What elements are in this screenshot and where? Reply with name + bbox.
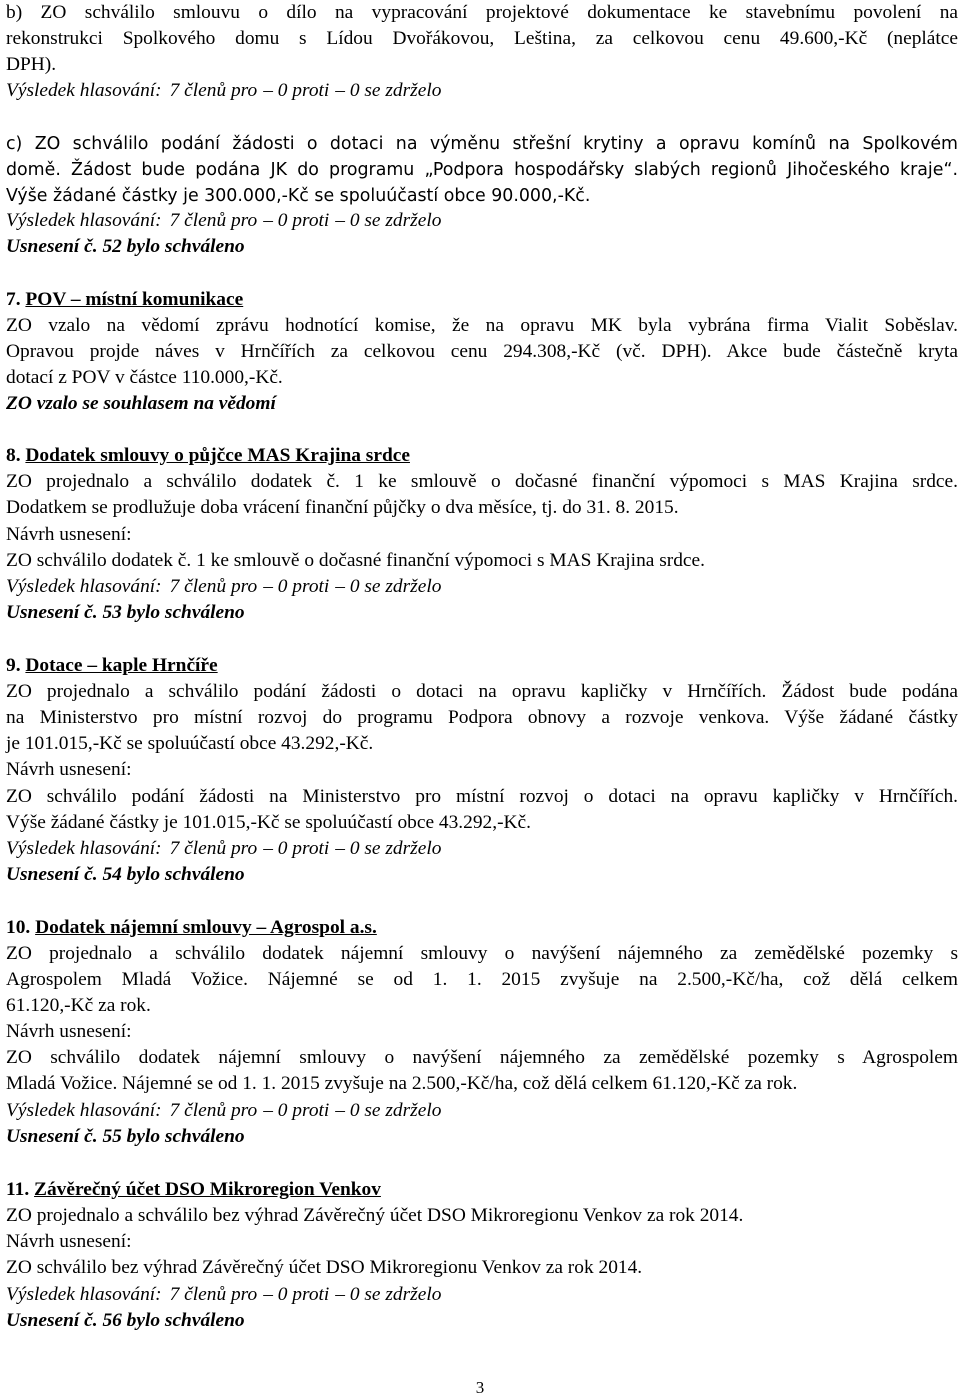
resolution-55: Usnesení č. 55 bylo schváleno [6, 1126, 245, 1147]
vote-abstain: – 0 se zdrželo [335, 210, 442, 231]
resolution-53: Usnesení č. 53 bylo schváleno [6, 602, 245, 623]
vote-result [6, 78, 441, 104]
section-11-heading [6, 1177, 381, 1203]
proposal-label: Návrh usnesení: [6, 1231, 132, 1252]
section-11-line: ZO projednalo a schválilo bez výhrad Závěrečný účet DSO Mikroregionu Venkov za rok 2014. [6, 1205, 744, 1226]
section-number: 7. [6, 289, 21, 310]
proposal-label: Návrh usnesení: [6, 524, 132, 545]
vote-abstain: – 0 se zdrželo [335, 1100, 442, 1121]
section-title: Dotace – kaple Hrnčíře [25, 655, 218, 676]
vote-label: Výsledek hlasování: [6, 80, 162, 101]
section-title: POV – místní komunikace [25, 289, 244, 310]
section-8-proposal: ZO schválilo dodatek č. 1 ke smlouvě o dočasné finanční výpomoci s MAS Krajina srdce. [6, 550, 705, 571]
vote-members: 7 členů pro [169, 576, 258, 597]
section-title: Dodatek nájemní smlouvy – Agrospol a.s. [35, 917, 377, 938]
section-10-line: Agrospolem Mladá Vožice. Nájemné se od 1. 1. 2015 zvyšuje na 2.500,-Kč/ha, což dělá celkem [6, 969, 958, 990]
vote-against: – 0 proti [263, 1100, 330, 1121]
resolution-56: Usnesení č. 56 bylo schváleno [6, 1310, 245, 1331]
section-7-outcome: ZO vzalo se souhlasem na vědomí [6, 393, 276, 414]
section-8-line: Dodatkem se prodlužuje doba vrácení finanční půjčky o dva měsíce, tj. do 31. 8. 2015. [6, 497, 679, 518]
section-10-proposal: ZO schválilo dodatek nájemní smlouvy o navýšení nájemného za zemědělské pozemky s Agrospolem [6, 1047, 958, 1068]
vote-against: – 0 proti [263, 838, 330, 859]
item-b-line: rekonstrukci Spolkového domu s Lídou Dvořákovou, Leština, za celkovou cenu 49.600,-Kč (neplátce [6, 28, 958, 49]
section-8-line: ZO projednalo a schválilo dodatek č. 1 ke smlouvě o dočasné finanční výpomoci s MAS Krajina srdce. [6, 471, 958, 492]
vote-members: 7 členů pro [169, 1284, 258, 1305]
vote-result [6, 574, 441, 600]
section-9-proposal: Výše žádané částky je 101.015,-Kč se spoluúčastí obce 43.292,-Kč. [6, 812, 532, 833]
vote-against: – 0 proti [263, 80, 330, 101]
section-title: Dodatek smlouvy o půjčce MAS Krajina srdce [25, 445, 410, 466]
vote-label: Výsledek hlasování: [6, 576, 162, 597]
vote-result [6, 1098, 441, 1124]
vote-abstain: – 0 se zdrželo [335, 80, 442, 101]
vote-members: 7 členů pro [169, 838, 258, 859]
section-8-heading [6, 443, 410, 469]
section-9-line: na Ministerstvo pro místní rozvoj do programu Podpora obnovy a rozvoje venkova. Výše žádané částky [6, 707, 958, 728]
vote-against: – 0 proti [263, 1284, 330, 1305]
vote-abstain: – 0 se zdrželo [335, 576, 442, 597]
section-10-heading [6, 915, 377, 941]
page-number: 3 [475, 1378, 485, 1397]
section-number: 9. [6, 655, 21, 676]
section-7-line: Opravou projde náves v Hrnčířích za celkovou cenu 294.308,-Kč (vč. DPH). Akce bude částečně kryta [6, 341, 958, 362]
vote-members: 7 členů pro [169, 80, 258, 101]
vote-label: Výsledek hlasování: [6, 1100, 162, 1121]
section-10-proposal: Mladá Vožice. Nájemné se od 1. 1. 2015 zvyšuje na 2.500,-Kč/ha, což dělá celkem 61.120,-Kč za rok. [6, 1073, 798, 1094]
vote-label: Výsledek hlasování: [6, 210, 162, 231]
vote-result [6, 208, 441, 234]
vote-against: – 0 proti [263, 210, 330, 231]
item-c-line: domě. Žádost bude podána JK do programu „Podpora hospodářsky slabých regionů Jihočeského kraje“. [6, 160, 958, 180]
section-number: 8. [6, 445, 21, 466]
section-9-line: je 101.015,-Kč se spoluúčastí obce 43.292,-Kč. [6, 733, 374, 754]
section-9-proposal: ZO schválilo podání žádosti na Ministerstvo pro místní rozvoj o dotaci na opravu kapličky v Hrnčířích. [6, 786, 958, 807]
proposal-label: Návrh usnesení: [6, 759, 132, 780]
section-11-proposal: ZO schválilo bez výhrad Závěrečný účet DSO Mikroregionu Venkov za rok 2014. [6, 1257, 643, 1278]
section-9-heading [6, 653, 218, 679]
vote-abstain: – 0 se zdrželo [335, 838, 442, 859]
vote-members: 7 členů pro [169, 1100, 258, 1121]
vote-result [6, 1282, 441, 1308]
item-c-line: c) ZO schválilo podání žádosti o dotaci na výměnu střešní krytiny a opravu komínů na Spolkovém [6, 134, 958, 154]
section-7-line: dotací z POV v částce 110.000,-Kč. [6, 367, 283, 388]
vote-label: Výsledek hlasování: [6, 1284, 162, 1305]
resolution-52: Usnesení č. 52 bylo schváleno [6, 236, 245, 257]
vote-members: 7 členů pro [169, 210, 258, 231]
section-7-line: ZO vzalo na vědomí zprávu hodnotící komise, že na opravu MK byla vybrána firma Vialit Soběslav. [6, 315, 958, 336]
vote-label: Výsledek hlasování: [6, 838, 162, 859]
vote-result [6, 836, 441, 862]
section-number: 10. [6, 917, 31, 938]
section-number: 11. [6, 1179, 30, 1200]
item-b-line: b) ZO schválilo smlouvu o dílo na vypracování projektové dokumentace ke stavebnímu povolení na [6, 2, 958, 23]
section-10-line: ZO projednalo a schválilo dodatek nájemní smlouvy o navýšení nájemného za zemědělské pozemky s [6, 943, 958, 964]
section-10-line: 61.120,-Kč za rok. [6, 995, 151, 1016]
resolution-54: Usnesení č. 54 bylo schváleno [6, 864, 245, 885]
proposal-label: Návrh usnesení: [6, 1021, 132, 1042]
section-title: Závěrečný účet DSO Mikroregion Venkov [34, 1179, 381, 1200]
item-c-line: Výše žádané částky je 300.000,-Kč se spoluúčastí obce 90.000,-Kč. [6, 186, 591, 206]
vote-against: – 0 proti [263, 576, 330, 597]
item-b-line: DPH). [6, 54, 57, 75]
section-9-line: ZO projednalo a schválilo podání žádosti o dotaci na opravu kapličky v Hrnčířích. Žádost bude podána [6, 681, 958, 702]
vote-abstain: – 0 se zdrželo [335, 1284, 442, 1305]
section-7-heading [6, 287, 243, 313]
